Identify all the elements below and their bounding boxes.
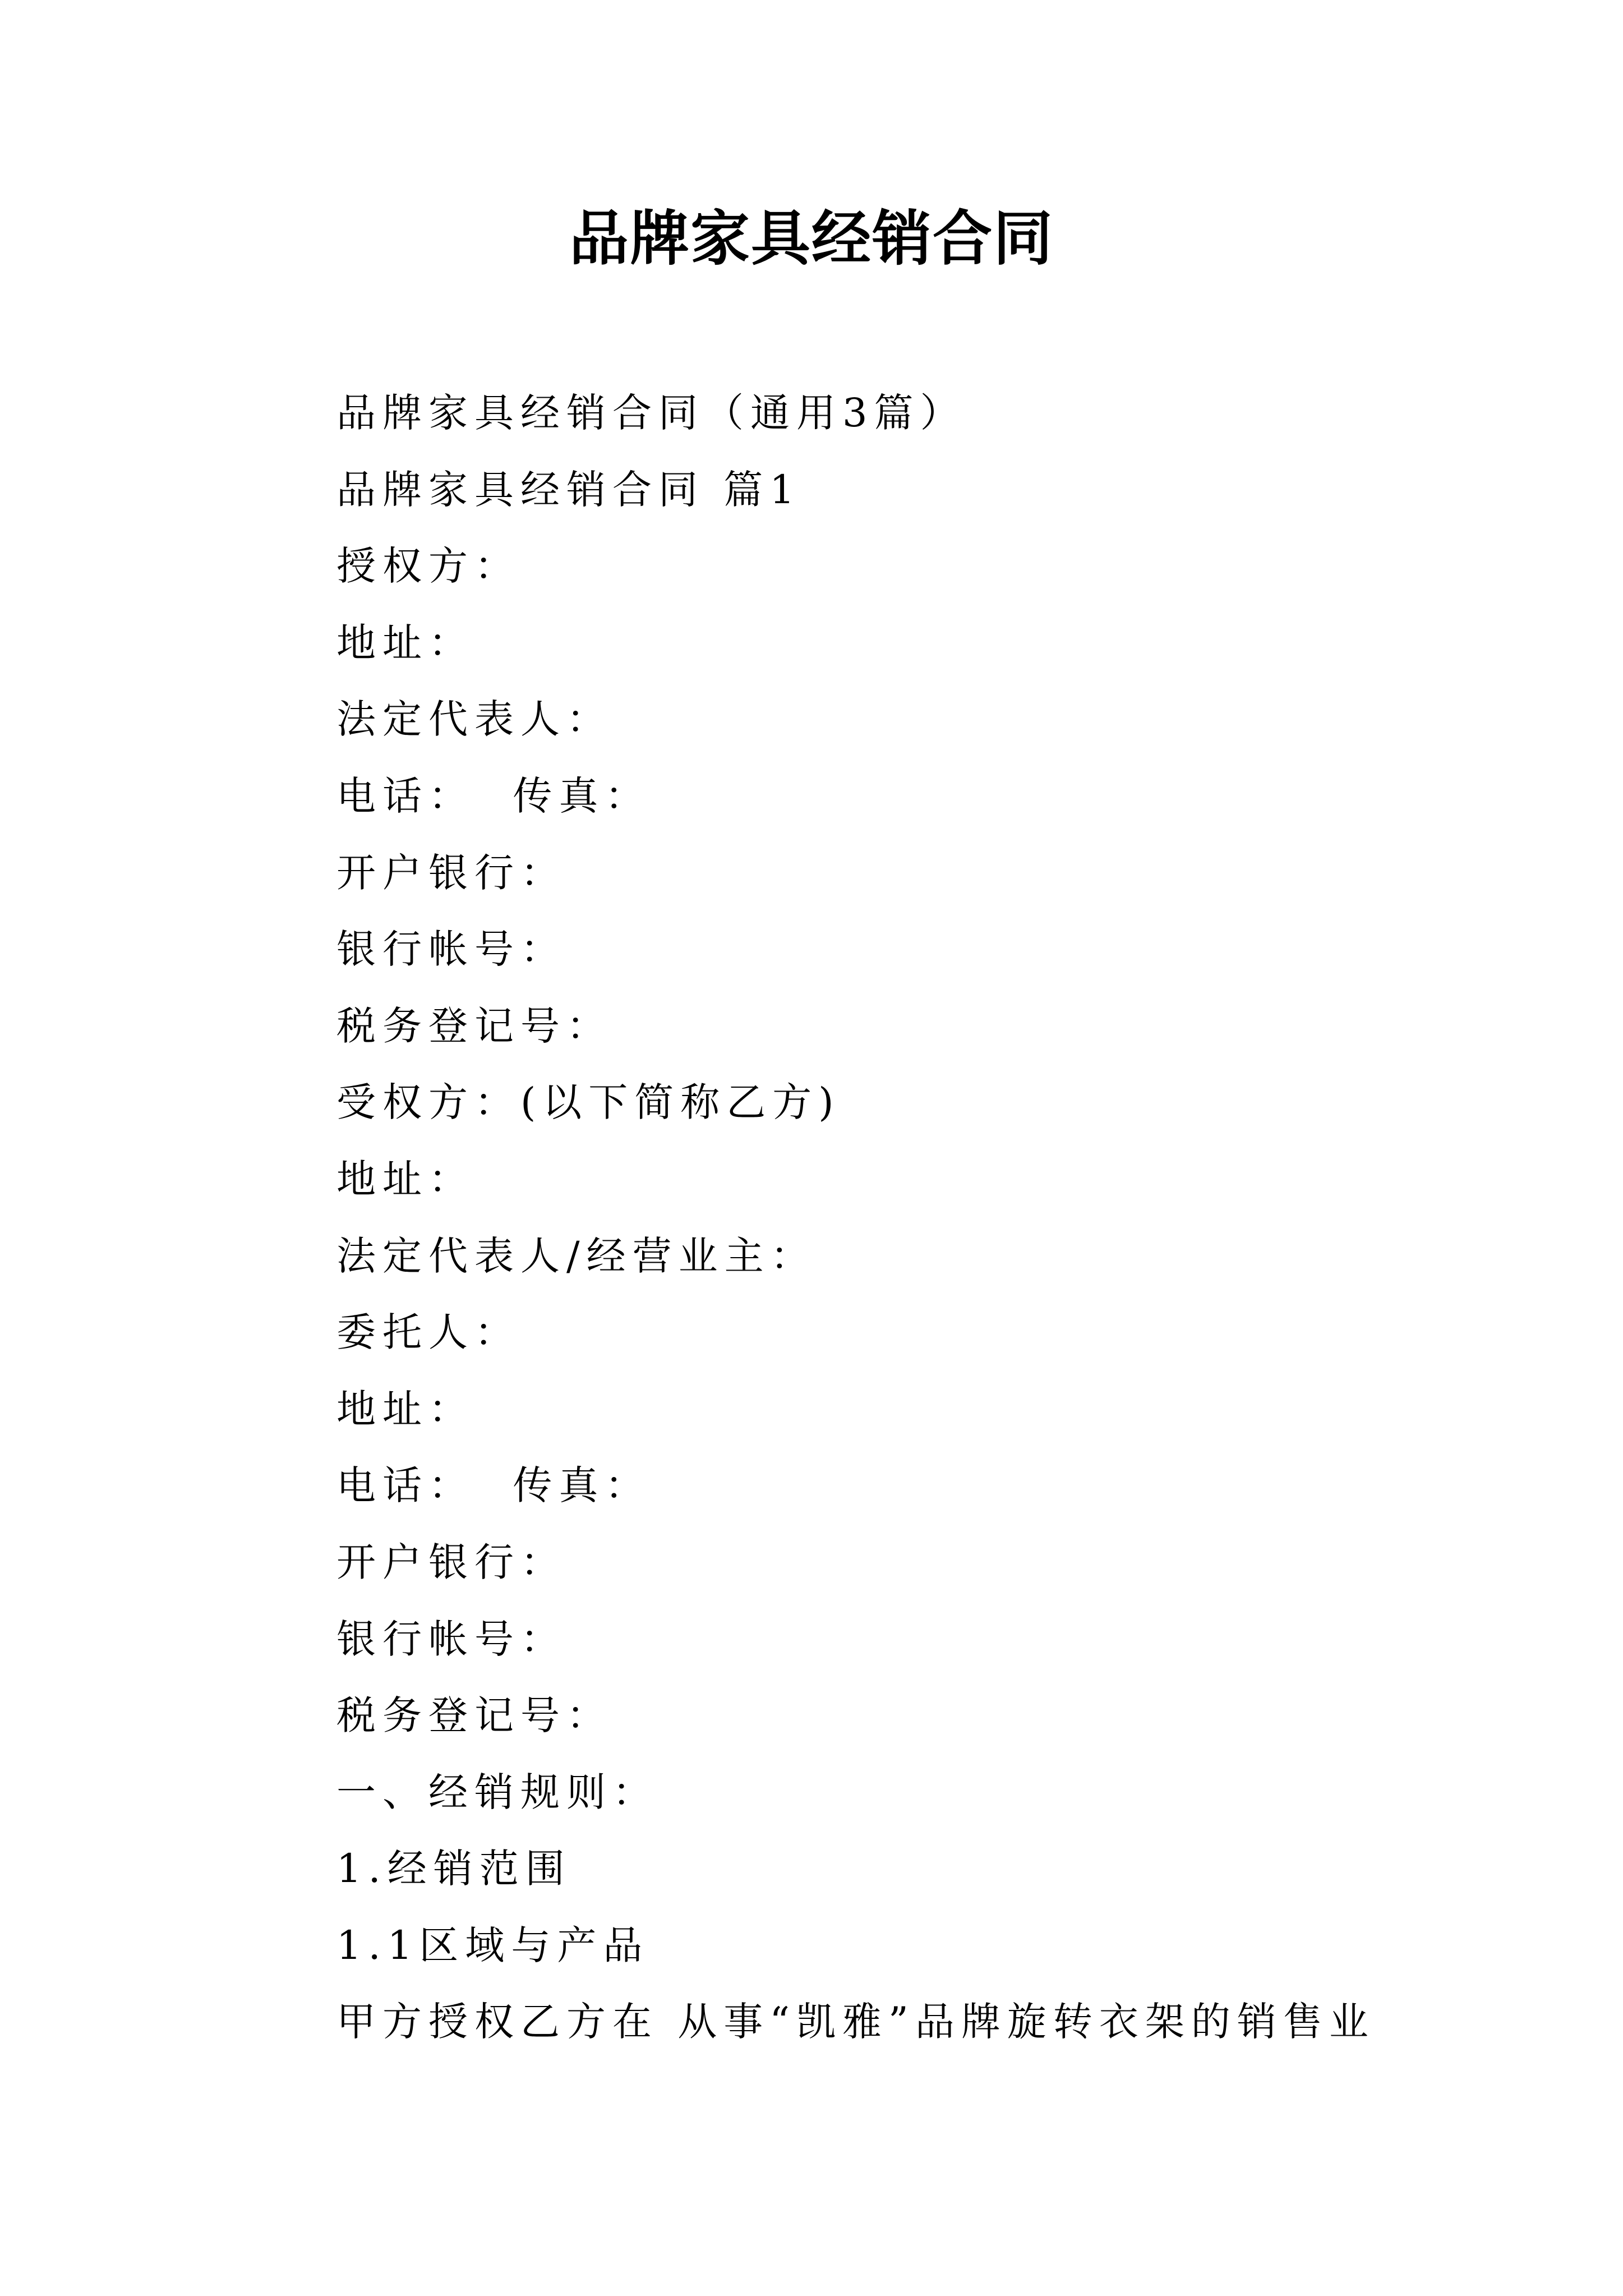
clause-item: 1.1区域与产品 (336, 1922, 649, 1968)
licensee-agent-field: 委托人： (336, 1309, 520, 1356)
licensee-field: 受权方：(以下简称乙方) (336, 1079, 841, 1126)
licensee-tax-id-field: 税务登记号： (336, 1692, 612, 1739)
licensee-legal-rep-field: 法定代表人/经营业主： (336, 1232, 817, 1279)
licensee-phone-fax-field: 电话： 传真： (336, 1462, 651, 1509)
authorizer-account-field: 银行帐号： (336, 926, 566, 973)
clause-paragraph: 甲方授权乙方在 从事“凯雅”品牌旋转衣架的销售业 (336, 1999, 1375, 2045)
licensee-account-field: 银行帐号： (336, 1616, 566, 1662)
licensee-bank-field: 开户银行： (336, 1539, 566, 1585)
authorizer-bank-field: 开户银行： (336, 849, 566, 896)
licensee-agent-address-field: 地址： (336, 1386, 474, 1432)
authorizer-tax-id-field: 税务登记号： (336, 1002, 612, 1049)
authorizer-address-field: 地址： (336, 619, 474, 666)
licensee-address-field: 地址： (336, 1156, 474, 1202)
document-title: 品牌家具经销合同 (569, 203, 1054, 273)
authorizer-phone-fax-field: 电话： 传真： (336, 772, 651, 819)
section-heading: 品牌家具经销合同 篇1 (336, 466, 801, 513)
authorizer-field: 授权方： (336, 543, 520, 590)
document-body (336, 375, 1458, 2060)
clause-subheading: 1.经销范围 (336, 1846, 571, 1892)
clause-heading: 一、经销规则： (336, 1769, 658, 1815)
authorizer-legal-rep-field: 法定代表人： (336, 696, 612, 743)
subtitle-line: 品牌家具经销合同（通用3篇） (336, 390, 966, 436)
